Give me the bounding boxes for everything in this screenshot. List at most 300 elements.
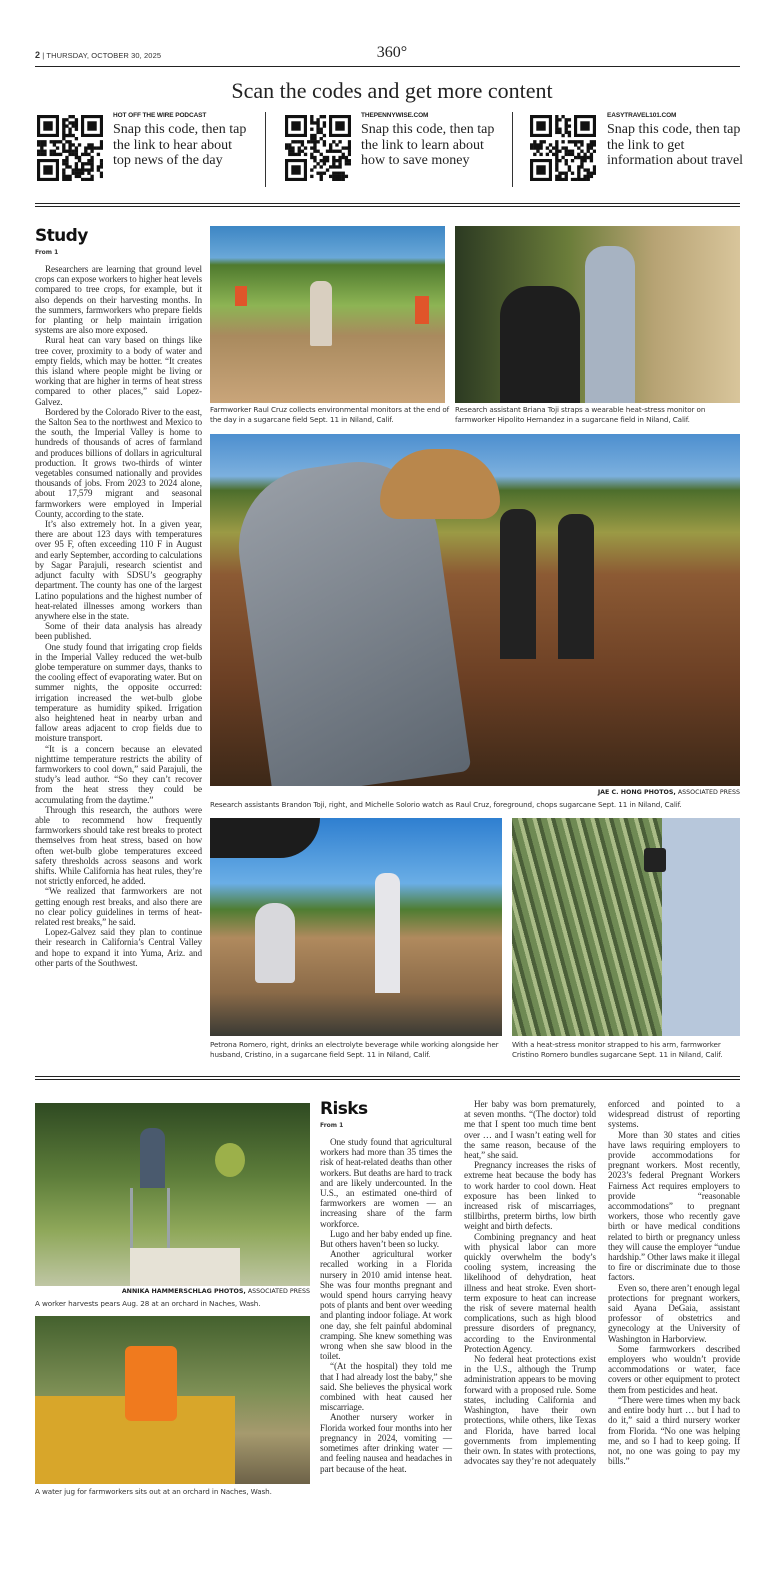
qr-module bbox=[75, 168, 78, 171]
qr-module bbox=[62, 131, 65, 134]
qr-module bbox=[338, 156, 341, 159]
photo-caption: With a heat-stress monitor strapped to his arm, farmworker Cristino Romero bundles sugarcane Sept. 11 in Niland, Calif. bbox=[512, 1040, 723, 1059]
qr-module bbox=[533, 153, 536, 156]
qr-module bbox=[561, 140, 564, 143]
promo-item bbox=[607, 112, 747, 169]
qr-module bbox=[100, 165, 103, 168]
qr-module bbox=[561, 146, 564, 149]
qr-module bbox=[577, 153, 580, 156]
qr-module bbox=[43, 150, 46, 153]
qr-module bbox=[565, 124, 568, 127]
qr-module bbox=[577, 156, 580, 159]
qr-module bbox=[87, 146, 90, 149]
qr-module bbox=[310, 118, 313, 121]
qr-module bbox=[555, 115, 558, 118]
qr-module bbox=[583, 168, 586, 171]
photo-jug bbox=[125, 1346, 177, 1421]
qr-module bbox=[75, 146, 78, 149]
qr-module bbox=[68, 178, 71, 181]
qr-module bbox=[533, 140, 536, 143]
qr-module bbox=[316, 121, 319, 124]
qr-module bbox=[65, 165, 68, 168]
promo-kicker: THEPENNYWISE.COM bbox=[361, 112, 429, 119]
qr-module bbox=[285, 143, 288, 146]
qr-module bbox=[555, 121, 558, 124]
photo-figure bbox=[500, 286, 580, 403]
qr-module bbox=[87, 153, 90, 156]
qr-module bbox=[568, 168, 571, 171]
qr-module bbox=[75, 153, 78, 156]
qr-module bbox=[568, 165, 571, 168]
qr-module bbox=[574, 156, 577, 159]
qr-module bbox=[72, 168, 75, 171]
qr-icon bbox=[285, 115, 351, 181]
qr-module bbox=[565, 178, 568, 181]
qr-code[interactable] bbox=[530, 115, 596, 186]
qr-module bbox=[565, 150, 568, 153]
photo-monitor bbox=[415, 296, 429, 324]
photo-pear-harvest bbox=[35, 1103, 310, 1286]
qr-module bbox=[68, 165, 71, 168]
qr-module bbox=[561, 115, 564, 118]
promo-text: Snap this code, then tap the link to learn about how to save money bbox=[361, 122, 495, 168]
qr-module bbox=[587, 143, 590, 146]
qr-module bbox=[291, 146, 294, 149]
qr-module bbox=[68, 121, 71, 124]
promo-kicker: HOT OFF THE WIRE PODCAST bbox=[113, 112, 207, 119]
qr-module bbox=[546, 153, 549, 156]
qr-module bbox=[310, 134, 313, 137]
qr-module bbox=[338, 165, 341, 168]
qr-module bbox=[565, 162, 568, 165]
qr-module bbox=[313, 150, 316, 153]
qr-module bbox=[43, 143, 46, 146]
qr-module bbox=[332, 175, 335, 178]
paragraph: More than 30 states and cities have laws requiring employers to provide accommodations for pregnant workers. Most recently, 2023’s federal Pregnant Workers Fairness Act requires employers to provide “reasonable accommodations” to pregnant workers, those who recently gave birth or have medical conditions related to birth or pregnancy unless they will cause the employer “undue hardship.” Other laws make it illegal to fire or discriminate due to those factors. bbox=[608, 1129, 740, 1283]
headline: Study bbox=[35, 226, 88, 246]
qr-module bbox=[583, 153, 586, 156]
qr-module bbox=[75, 175, 78, 178]
issue-date: THURSDAY, OCTOBER 30, 2025 bbox=[46, 51, 162, 60]
folio: 2 | THURSDAY, OCTOBER 30, 2025 bbox=[35, 50, 162, 60]
qr-module bbox=[72, 115, 75, 118]
qr-module bbox=[100, 159, 103, 162]
photo-caption: Research assistant Briana Toji straps a wearable heat-stress monitor on farmworker Hipolito Hernandez in a sugarcane field in Niland, Calif. bbox=[455, 405, 706, 424]
qr-module bbox=[555, 150, 558, 153]
qr-module bbox=[539, 146, 542, 149]
qr-module bbox=[81, 178, 84, 181]
jump-line: From 1 bbox=[35, 249, 59, 256]
photo-figure bbox=[585, 246, 635, 403]
qr-module bbox=[565, 131, 568, 134]
qr-module bbox=[90, 146, 93, 149]
qr-module bbox=[580, 143, 583, 146]
qr-module bbox=[587, 175, 590, 178]
photo-bin bbox=[130, 1248, 240, 1286]
photo-pear bbox=[215, 1143, 245, 1177]
qr-module bbox=[326, 159, 329, 162]
qr-module bbox=[555, 159, 558, 162]
article-body bbox=[35, 264, 202, 968]
qr-module bbox=[65, 140, 68, 143]
qr-module bbox=[555, 175, 558, 178]
qr-module bbox=[87, 168, 90, 171]
qr-module bbox=[536, 146, 539, 149]
qr-module bbox=[81, 168, 84, 171]
promo-title: Scan the codes and get more content bbox=[231, 78, 553, 103]
qr-module bbox=[65, 159, 68, 162]
qr-module bbox=[78, 175, 81, 178]
qr-module bbox=[75, 150, 78, 153]
qr-module bbox=[75, 118, 78, 121]
qr-module bbox=[62, 137, 65, 140]
qr-module bbox=[87, 178, 90, 181]
paragraph: Another agricultural worker recalled working in a Florida nursery in 2010 amid intense heat. She was four months pregnant and would spend hours carrying heavy pots of plants and bent over weeding and planting indoor foliage. At work one day, she felt painful abdominal cramping. She knew something was wrong when she saw blood in the toilet. bbox=[320, 1249, 452, 1362]
qr-module bbox=[288, 146, 291, 149]
qr-module bbox=[323, 134, 326, 137]
qr-module bbox=[298, 153, 301, 156]
qr-module bbox=[62, 178, 65, 181]
qr-module bbox=[291, 140, 294, 143]
qr-module bbox=[571, 150, 574, 153]
qr-module bbox=[549, 143, 552, 146]
qr-module bbox=[62, 150, 65, 153]
qr-module bbox=[310, 153, 313, 156]
qr-module bbox=[75, 156, 78, 159]
photo-figure bbox=[662, 818, 740, 1036]
qr-module bbox=[332, 156, 335, 159]
qr-module bbox=[555, 146, 558, 149]
qr-module bbox=[62, 121, 65, 124]
qr-module bbox=[342, 153, 345, 156]
qr-module bbox=[565, 172, 568, 175]
qr-module bbox=[313, 156, 316, 159]
qr-module bbox=[323, 143, 326, 146]
qr-module bbox=[593, 140, 596, 143]
qr-module bbox=[335, 175, 338, 178]
qr-module bbox=[100, 143, 103, 146]
photo-umbrella bbox=[210, 818, 320, 858]
qr-module bbox=[65, 178, 68, 181]
qr-module bbox=[338, 150, 341, 153]
qr-module bbox=[301, 150, 304, 153]
photo-figure bbox=[375, 873, 400, 993]
qr-module bbox=[345, 156, 348, 159]
qr-module bbox=[62, 175, 65, 178]
paragraph: Combining pregnancy and heat with physical labor can more quickly overwhelm the body’s cooling system, increasing the likelihood of dehydration, heat illness and heat stroke. Even short-term exposure to heat can increase the risk of severe maternal health complications, such as high blood pressure disorders of pregnancy, according to the Environmental Protection Agency. bbox=[464, 1231, 596, 1354]
qr-module bbox=[310, 128, 313, 131]
qr-module bbox=[313, 159, 316, 162]
qr-module bbox=[568, 134, 571, 137]
qr-module bbox=[310, 137, 313, 140]
qr-module bbox=[43, 153, 46, 156]
qr-module bbox=[329, 150, 332, 153]
paragraph: Lugo and her baby ended up fine. But others haven’t been so lucky. bbox=[320, 1228, 452, 1250]
qr-module bbox=[40, 140, 43, 143]
qr-module bbox=[536, 150, 539, 153]
qr-module bbox=[348, 153, 351, 156]
qr-module bbox=[62, 143, 65, 146]
article-body bbox=[320, 1099, 740, 1474]
qr-module bbox=[546, 146, 549, 149]
qr-module bbox=[593, 150, 596, 153]
qr-module bbox=[558, 178, 561, 181]
promo-text: Snap this code, then tap the link to get information about travel bbox=[607, 122, 744, 168]
qr-module bbox=[348, 159, 351, 162]
qr-module bbox=[568, 124, 571, 127]
qr-code[interactable] bbox=[37, 115, 103, 186]
section-rule bbox=[35, 203, 740, 207]
qr-module bbox=[338, 162, 341, 165]
qr-module bbox=[90, 178, 93, 181]
qr-module bbox=[590, 159, 593, 162]
qr-module bbox=[316, 172, 319, 175]
qr-module bbox=[323, 159, 326, 162]
paragraph: “It is a concern because an elevated nighttime temperature restricts the ability of farmworkers to cool down,” said Parajuli, the study’s lead author. “So they can’t recover from the heat stress they could be accumulating from the daytime.” bbox=[35, 743, 202, 805]
qr-module bbox=[571, 140, 574, 143]
photo-caption: Research assistants Brandon Toji, right, and Michelle Solorio watch as Raul Cruz, foreground, chops sugarcane Sept. 11 in Niland, Calif. bbox=[210, 800, 682, 809]
qr-module bbox=[568, 153, 571, 156]
qr-module bbox=[78, 143, 81, 146]
qr-module bbox=[555, 178, 558, 181]
qr-module bbox=[75, 162, 78, 165]
paragraph: One study found that agricultural workers had more than 35 times the risk of heat-related deaths than other workers. But deaths are hard to track and are likely undercounted. In the U.S., an estimated one-third of farmworkers are women — an increasing share of the farm workforce. bbox=[320, 1137, 452, 1229]
qr-module bbox=[530, 143, 533, 146]
qr-module bbox=[326, 156, 329, 159]
qr-module bbox=[68, 146, 71, 149]
qr-module bbox=[56, 153, 59, 156]
qr-module bbox=[543, 140, 546, 143]
qr-module bbox=[62, 159, 65, 162]
qr-module bbox=[62, 162, 65, 165]
qr-module bbox=[75, 165, 78, 168]
qr-module bbox=[580, 165, 583, 168]
qr-module bbox=[342, 156, 345, 159]
qr-module bbox=[75, 121, 78, 124]
qr-module bbox=[583, 156, 586, 159]
qr-module bbox=[555, 118, 558, 121]
qr-module bbox=[313, 143, 316, 146]
qr-module bbox=[37, 143, 40, 146]
qr-module bbox=[561, 172, 564, 175]
qr-module bbox=[310, 168, 313, 171]
qr-module bbox=[323, 140, 326, 143]
qr-module bbox=[329, 146, 332, 149]
paragraph: One study found that irrigating crop fields in the Imperial Valley reduced the wet-bulb globe temperature on summer days, thanks to the cooling effect of evaporating water. But on summer nights, the opposite occurred: irrigation increased the wet-bulb globe temperature as humidity spiked. Irrigation also heightened heat in nearby urban and fallow areas adjacent to crop fields due to moisture transport. bbox=[35, 641, 202, 744]
qr-module bbox=[574, 140, 577, 143]
qr-module bbox=[310, 121, 313, 124]
qr-module bbox=[568, 131, 571, 134]
qr-module bbox=[72, 121, 75, 124]
qr-module bbox=[320, 165, 323, 168]
qr-module bbox=[316, 150, 319, 153]
qr-module bbox=[313, 165, 316, 168]
qr-module bbox=[593, 172, 596, 175]
qr-module bbox=[555, 168, 558, 171]
qr-module bbox=[555, 165, 558, 168]
qr-module bbox=[558, 118, 561, 121]
qr-module bbox=[78, 159, 81, 162]
qr-module bbox=[577, 146, 580, 149]
qr-module bbox=[332, 159, 335, 162]
qr-module bbox=[62, 172, 65, 175]
qr-module bbox=[338, 140, 341, 143]
qr-module bbox=[68, 153, 71, 156]
qr-module bbox=[288, 150, 291, 153]
qr-module bbox=[577, 175, 580, 178]
qr-code[interactable] bbox=[285, 115, 351, 186]
qr-module bbox=[97, 153, 100, 156]
qr-module bbox=[291, 150, 294, 153]
paragraph: Some of their data analysis has already been published. bbox=[35, 621, 202, 642]
qr-module bbox=[320, 137, 323, 140]
qr-module bbox=[40, 146, 43, 149]
qr-module bbox=[571, 153, 574, 156]
qr-module bbox=[329, 165, 332, 168]
qr-module bbox=[65, 175, 68, 178]
qr-module bbox=[81, 162, 84, 165]
qr-module bbox=[549, 150, 552, 153]
photo-figure bbox=[500, 509, 536, 659]
qr-module bbox=[56, 140, 59, 143]
qr-module bbox=[310, 156, 313, 159]
qr-module bbox=[580, 150, 583, 153]
qr-module bbox=[87, 159, 90, 162]
qr-module bbox=[555, 128, 558, 131]
promo-kicker: EASYTRAVEL101.COM bbox=[607, 112, 677, 119]
qr-module bbox=[577, 172, 580, 175]
qr-module bbox=[97, 165, 100, 168]
qr-module bbox=[37, 150, 40, 153]
paragraph: Even so, there aren’t enough legal protections for pregnant workers, said Ayana DeGaia, assistant professor of obstetrics and gynecology at the University of Washington in Harborview. bbox=[608, 1282, 740, 1344]
divider bbox=[265, 112, 266, 187]
qr-module bbox=[320, 131, 323, 134]
qr-module bbox=[590, 140, 593, 143]
qr-module bbox=[40, 143, 43, 146]
qr-module bbox=[90, 168, 93, 171]
qr-module bbox=[561, 156, 564, 159]
qr-module bbox=[301, 140, 304, 143]
qr-module bbox=[65, 162, 68, 165]
qr-module bbox=[75, 124, 78, 127]
qr-module bbox=[298, 150, 301, 153]
qr-module bbox=[335, 172, 338, 175]
qr-module bbox=[536, 143, 539, 146]
qr-module bbox=[587, 146, 590, 149]
qr-module bbox=[59, 140, 62, 143]
qr-module bbox=[320, 153, 323, 156]
qr-module bbox=[568, 150, 571, 153]
qr-module bbox=[590, 175, 593, 178]
qr-module bbox=[332, 172, 335, 175]
qr-module bbox=[558, 159, 561, 162]
qr-finder bbox=[87, 121, 96, 130]
qr-module bbox=[577, 140, 580, 143]
photo-figure bbox=[558, 514, 594, 659]
qr-module bbox=[587, 178, 590, 181]
photo-figure bbox=[140, 1128, 165, 1188]
qr-module bbox=[539, 140, 542, 143]
qr-module bbox=[72, 150, 75, 153]
qr-module bbox=[320, 128, 323, 131]
qr-module bbox=[320, 175, 323, 178]
paragraph: Through this research, the authors were able to recommend how frequently farmworkers should take rest breaks to protect themselves from heat stress, based on how often wet-bulb globe temperatures exceed safety thresholds across seasons and work shifts. While California has heat rules, they’re not strictly enforced, he added. bbox=[35, 804, 202, 887]
paragraph: No federal heat protections exist in the U.S., although the Trump administration appears to be moving forward with a proposed rule. Some states, including California and Washington, have their own protections, while others, like Texas and Florida, have barred local governments from implementing their own. In states with protections, advocates say they’re not adequately enforced and pointed to a widespread distrust of reporting systems. bbox=[464, 1099, 740, 1467]
qr-module bbox=[555, 124, 558, 127]
paragraph: Rural heat can vary based on things like tree cover, proximity to a body of water and empty fields, which may be hotter. “It creates this island where people might be living or working that are higher in terms of heat stress compared to other places,” said Lopez-Galvez. bbox=[35, 335, 202, 407]
risks-article bbox=[320, 1099, 740, 1474]
qr-module bbox=[65, 118, 68, 121]
qr-module bbox=[87, 172, 90, 175]
qr-module bbox=[593, 165, 596, 168]
qr-module bbox=[561, 134, 564, 137]
qr-module bbox=[338, 159, 341, 162]
qr-module bbox=[568, 140, 571, 143]
qr-module bbox=[580, 162, 583, 165]
qr-module bbox=[342, 175, 345, 178]
qr-module bbox=[348, 162, 351, 165]
qr-module bbox=[338, 178, 341, 181]
qr-finder bbox=[291, 165, 300, 174]
qr-module bbox=[68, 134, 71, 137]
qr-module bbox=[81, 153, 84, 156]
qr-module bbox=[329, 143, 332, 146]
headline: Risks bbox=[320, 1099, 368, 1119]
qr-module bbox=[332, 150, 335, 153]
qr-module bbox=[310, 175, 313, 178]
qr-module bbox=[574, 178, 577, 181]
qr-module bbox=[90, 150, 93, 153]
qr-module bbox=[558, 150, 561, 153]
photo-wearable-monitor bbox=[455, 226, 740, 403]
qr-module bbox=[316, 128, 319, 131]
qr-module bbox=[90, 175, 93, 178]
qr-module bbox=[100, 162, 103, 165]
qr-module bbox=[40, 150, 43, 153]
qr-module bbox=[316, 124, 319, 127]
study-article bbox=[35, 226, 202, 968]
qr-module bbox=[577, 165, 580, 168]
qr-module bbox=[555, 131, 558, 134]
qr-module bbox=[313, 137, 316, 140]
qr-module bbox=[558, 175, 561, 178]
qr-module bbox=[332, 165, 335, 168]
qr-module bbox=[580, 156, 583, 159]
section-name: 360° bbox=[376, 44, 408, 61]
qr-module bbox=[68, 150, 71, 153]
qr-module bbox=[81, 172, 84, 175]
qr-module bbox=[68, 175, 71, 178]
photo-hat bbox=[380, 449, 500, 519]
qr-module bbox=[565, 146, 568, 149]
qr-module bbox=[72, 134, 75, 137]
qr-finder bbox=[580, 121, 589, 130]
qr-module bbox=[555, 143, 558, 146]
qr-module bbox=[587, 156, 590, 159]
promo-item bbox=[113, 112, 253, 169]
qr-finder bbox=[43, 121, 52, 130]
paragraph: “We realized that farmworkers are not getting enough rest breaks, and also there are no clear policy guidelines in terms of heat-related rest breaks,” he said. bbox=[35, 886, 202, 927]
qr-module bbox=[590, 143, 593, 146]
qr-module bbox=[40, 153, 43, 156]
qr-module bbox=[72, 172, 75, 175]
qr-module bbox=[304, 146, 307, 149]
paragraph: Her baby was born prematurely, at seven months. “(The doctor) told me that I spent too much time bent over … and I wasn’t eating well for the same reason, because of the heat,” she said. bbox=[464, 1099, 596, 1161]
qr-module bbox=[90, 162, 93, 165]
photo-figure bbox=[310, 281, 332, 346]
qr-module bbox=[50, 140, 53, 143]
qr-module bbox=[53, 153, 56, 156]
